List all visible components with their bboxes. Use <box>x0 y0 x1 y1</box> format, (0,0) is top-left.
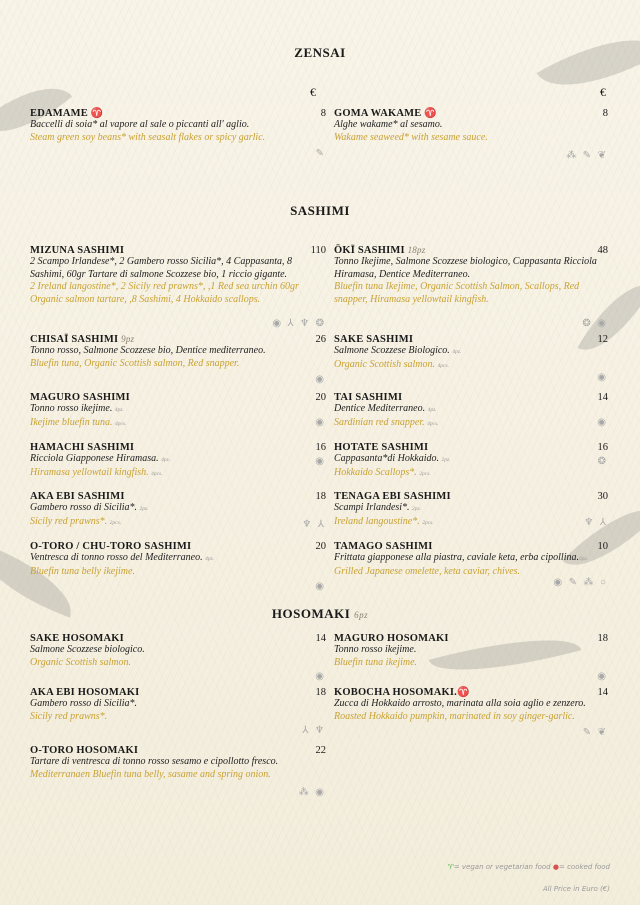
item-price: 8 <box>602 108 608 119</box>
item-price: 16 <box>597 442 608 453</box>
item-name: HAMACHI SASHIMI <box>30 442 135 453</box>
allergen-icons: ◉ <box>315 456 326 467</box>
menu-item <box>30 541 326 593</box>
item-desc-it: Ventresca di tonno rosso del Mediterraneo. <box>30 552 203 563</box>
legend-vegan-text: = vegan or vegetarian food <box>453 863 551 871</box>
item-desc-en: Wakame seaweed* with sesame sauce. <box>334 131 488 143</box>
item-price: 110 <box>310 245 326 256</box>
item-price: 20 <box>315 541 326 552</box>
item-desc-it: Tartare di ventresca di tonno rosso sesamo e cipollotto fresco. <box>30 756 279 767</box>
currency-symbol: € <box>600 85 606 99</box>
item-desc-it: Tonno Ikejime, Salmone Scozzese biologico, Cappasanta Ricciola Hiramasa, Dentice Mediterraneo. <box>334 256 597 280</box>
item-desc-it: 2 Scampo Irlandese*, 2 Gambero rosso Sicilia*, 4 Cappasanta, 8 Sashimi, 60gr Tartare di salmone Scozzese bio, 1 riccio gigante. <box>30 256 293 280</box>
item-name: EDAMAME <box>30 108 88 119</box>
item-desc-it: Ricciola Giapponese Hiramasa. <box>30 453 159 464</box>
allergen-icons: ◉ <box>597 372 608 383</box>
item-name: SAKE HOSOMAKI <box>30 633 124 644</box>
item-name: MIZUNA SASHIMI <box>30 245 125 256</box>
item-price: 22 <box>315 745 326 756</box>
item-desc-it: Alghe wakame* al sesamo. <box>334 119 443 130</box>
item-desc-it: Zucca di Hokkaido arrosto, marinata alla soia aglio e zenzero. <box>334 698 586 709</box>
allergen-icons: ⅄ ♆ <box>302 725 326 736</box>
item-price: 10 <box>597 541 608 552</box>
item-desc-en: Sardinian red snapper. <box>334 416 425 428</box>
allergen-icons: ◉ <box>315 671 326 682</box>
item-desc-en: Bluefin tuna, Organic Scottish salmon, Red snapper. <box>30 357 240 369</box>
item-name: MAGURO HOSOMAKI <box>334 633 449 644</box>
item-desc-it: Gambero rosso di Sicilia*. <box>30 502 138 513</box>
allergen-icons: ◉ <box>597 417 608 428</box>
item-price: 48 <box>597 245 608 256</box>
item-desc-en: Ikejime bluefin tuna. <box>30 416 113 428</box>
menu-item <box>334 245 608 333</box>
item-name: O-TORO / CHU-TORO SASHIMI <box>30 541 192 552</box>
currency-symbol: € <box>310 85 316 99</box>
pieces-note: 4pcs. <box>437 362 449 369</box>
vegan-icon: ♈ <box>447 863 454 871</box>
item-desc-it: Salmone Scozzese biologico. <box>30 644 145 655</box>
allergen-icons: ◉ ⅄ ♆ ❂ <box>272 318 326 329</box>
pieces-note: 2pcs. <box>422 519 434 526</box>
pieces-note: 4pz. <box>114 407 124 413</box>
item-price: 14 <box>315 633 326 644</box>
section-title-hosomaki <box>0 606 640 622</box>
item-name: GOMA WAKAME <box>334 108 422 119</box>
item-desc-en: Hokkaido Scallops*. <box>334 466 417 478</box>
menu-item <box>30 392 326 432</box>
pieces-note: 4pcs. <box>151 470 163 477</box>
item-desc-it: Frittata giapponese alla piastra, caviale keta, erba cipollina. <box>334 552 579 563</box>
item-price: 14 <box>597 687 608 698</box>
menu-item <box>30 745 326 801</box>
item-desc-en: Bluefin tuna ikejime. <box>334 656 418 668</box>
legend <box>448 863 610 871</box>
item-desc-it: Baccelli di soia* al vapore al sale o piccanti all' aglio. <box>30 119 250 130</box>
menu-item <box>334 491 608 531</box>
pieces-note: 2pz. <box>139 506 149 512</box>
pieces-note: 2pz. <box>412 506 422 512</box>
menu-item <box>30 442 326 482</box>
item-price: 12 <box>597 334 608 345</box>
item-price: 8 <box>320 108 326 119</box>
item-desc-en: 2 Ireland langostine*, 2 Sicily red prawns*, ,1 Red sea urchin 60gr Organic salmon tartare, ,8 Sashimi, 4 Hokkaido scallops. <box>30 281 299 305</box>
allergen-icons: ✎ ❦ <box>582 727 608 738</box>
leaf-decoration <box>537 13 640 112</box>
pieces-note: 4pz. <box>205 556 215 562</box>
section-title-zensai: ZENSAI <box>294 45 346 60</box>
section-pieces: 6pz <box>354 610 369 620</box>
menu-item <box>30 633 326 685</box>
item-price: 30 <box>597 491 608 502</box>
item-price: 26 <box>315 334 326 345</box>
item-pieces: 18pz <box>407 245 426 255</box>
vegan-icon: ♈ <box>457 687 470 698</box>
item-pieces: 9pz <box>121 334 135 344</box>
item-desc-en: Organic Scottish salmon. <box>30 656 132 668</box>
item-desc-it: Scampi Irlandesi*. <box>334 502 410 513</box>
item-name: AKA EBI HOSOMAKI <box>30 687 140 698</box>
item-desc-it: Dentice Mediterraneo. <box>334 403 426 414</box>
item-name: O-TORO HOSOMAKI <box>30 745 139 756</box>
item-desc-en: Roasted Hokkaido pumpkin, marinated in soy ginger-garlic. <box>334 710 575 722</box>
menu-item <box>334 334 608 386</box>
menu-item <box>334 633 608 685</box>
menu-item <box>30 491 326 531</box>
menu-item-goma-wakame <box>334 108 608 164</box>
item-name: TENAGA EBI SASHIMI <box>334 491 451 502</box>
pieces-note: 2pcs. <box>109 519 122 526</box>
item-desc-en: Hiramasa yellowtail kingfish. <box>30 466 149 478</box>
item-desc-en: Grilled Japanese omelette, keta caviar, chives. <box>334 565 521 577</box>
pieces-note: 4pcs. <box>114 420 127 427</box>
pieces-note: 4pz. <box>161 457 171 463</box>
item-desc-it: Tonno rosso ikejime. <box>30 403 113 414</box>
allergen-icons: ♆ ⅄ <box>302 519 326 530</box>
menu-item <box>30 687 326 739</box>
item-desc-en: Ireland langoustine*. <box>334 515 420 527</box>
pieces-note: 2pz. <box>441 457 451 463</box>
allergen-icons: ◉ <box>315 581 326 592</box>
menu-item <box>334 541 608 593</box>
legend-cooked-text: = cooked food <box>558 863 610 871</box>
item-desc-en: Mediterranaen Bluefin tuna belly, sasame and spring onion. <box>30 768 271 780</box>
menu-item <box>334 392 608 432</box>
cooked-icon: ● <box>552 863 559 871</box>
item-price: 20 <box>315 392 326 403</box>
item-price: 16 <box>315 442 326 453</box>
item-desc-en: Organic Scottish salmon. <box>334 358 436 370</box>
item-desc-it: Tonno rosso, Salmone Scozzese bio, Dentice mediterraneo. <box>30 345 266 356</box>
item-desc-it: Salmone Scozzese Biologico. <box>334 345 450 356</box>
pieces-note: 6pz. <box>578 556 588 562</box>
item-desc-en: Sicily red prawns*. <box>30 710 108 722</box>
item-desc-it: Gambero rosso di Sicilia*. <box>30 698 138 709</box>
item-desc-en: Bluefin tuna Ikejime, Organic Scottish Salmon, Scallops, Red snapper, Hiramasa yellowtail kingfish. <box>334 281 580 305</box>
item-desc-en: Bluefin tuna belly ikejime. <box>30 565 135 577</box>
item-name: ŌKĪ SASHIMI <box>334 245 405 256</box>
menu-item <box>30 245 326 333</box>
pieces-note: 2pcs. <box>419 470 431 477</box>
item-name: AKA EBI SASHIMI <box>30 491 125 502</box>
item-price: 18 <box>315 491 326 502</box>
vegan-icon: ♈ <box>424 108 437 119</box>
menu-item <box>334 687 608 739</box>
allergen-icons: ❂ <box>597 456 608 467</box>
price-note: All Price in Euro (€) <box>542 885 610 893</box>
vegan-icon: ♈ <box>90 108 104 119</box>
item-desc-en: Steam green soy beans* with seasalt flakes or spicy garlic. <box>30 131 266 143</box>
allergen-icons: ♆ ⅄ <box>584 517 608 528</box>
pieces-note: 4pcs. <box>427 420 439 427</box>
item-name: HOTATE SASHIMI <box>334 442 429 453</box>
item-name: MAGURO SASHIMI <box>30 392 130 403</box>
item-name: SAKE SASHIMI <box>334 334 414 345</box>
item-desc-it: Tonno rosso ikejime. <box>334 644 417 655</box>
section-title-sashimi: SASHIMI <box>290 203 350 218</box>
item-name: CHISAĪ SASHIMI <box>30 334 119 345</box>
item-desc-it: Cappasanta*di Hokkaido. <box>334 453 439 464</box>
allergen-icons: ◉ <box>597 671 608 682</box>
item-price: 18 <box>597 633 608 644</box>
allergen-icons: ⁂ ✎ ❦ <box>566 150 608 161</box>
menu-item-edamame <box>30 108 326 158</box>
item-price: 14 <box>597 392 608 403</box>
allergen-icons: ◉ <box>315 374 326 385</box>
allergen-icons: ◉ ✎ ⁂ ○ <box>553 577 608 588</box>
menu-item <box>334 442 608 482</box>
item-name: TAI SASHIMI <box>334 392 403 403</box>
item-desc-en: Sicily red prawns*. <box>30 515 108 527</box>
item-name: TAMAGO SASHIMI <box>334 541 433 552</box>
menu-item <box>30 334 326 386</box>
allergen-icons: ⁂ ◉ <box>298 787 326 798</box>
allergen-icons: ❂ ◉ <box>582 318 608 329</box>
pieces-note: 4pz. <box>452 349 462 355</box>
pieces-note: 4pz. <box>427 407 437 413</box>
allergen-icons: ✎ <box>315 148 326 159</box>
item-name: KOBOCHA HOSOMAKI. <box>334 687 457 698</box>
section-name: HOSOMAKI <box>271 606 351 621</box>
item-price: 18 <box>315 687 326 698</box>
allergen-icons: ◉ <box>315 417 326 428</box>
